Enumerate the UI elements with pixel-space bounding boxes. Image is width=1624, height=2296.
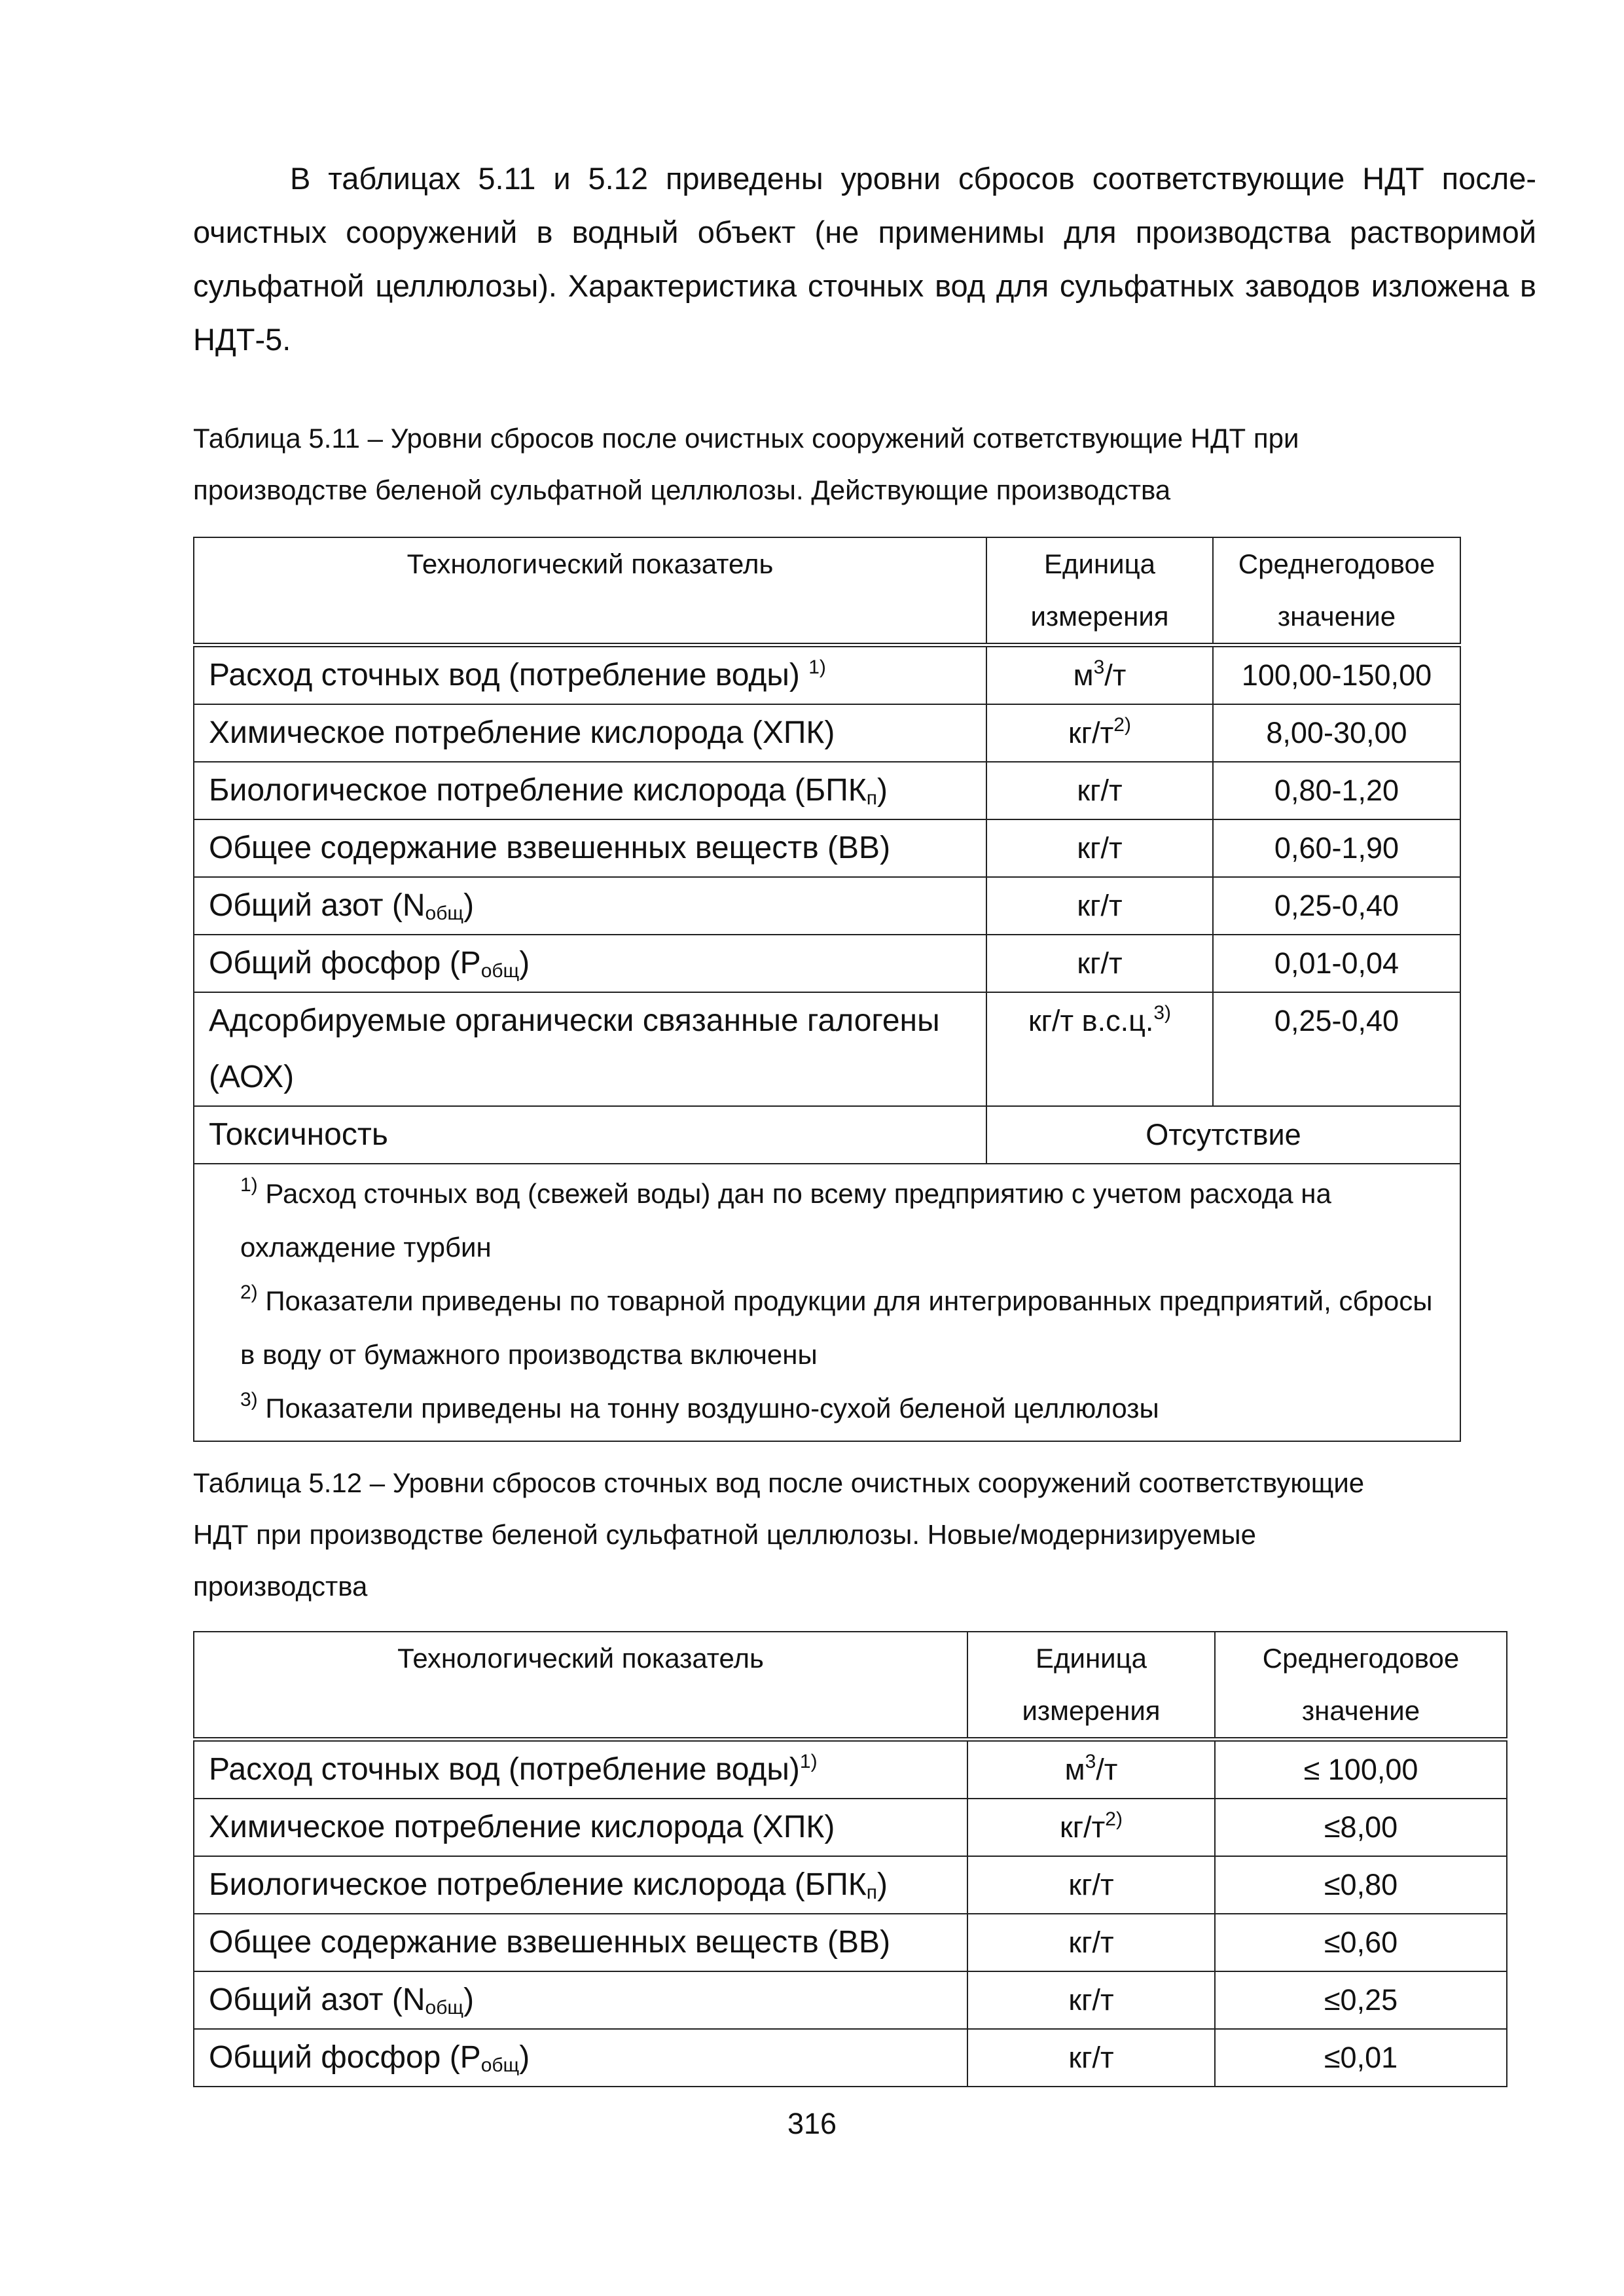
table2-row-row [194,1914,1507,1971]
table1-caption-line1: Таблица 5.11 – Уровни сбросов после очистных сооружений сответствующие НДТ при [193,423,1299,454]
page-number: 316 [787,2107,837,2140]
unit-cell [986,992,1213,1106]
table1-footnotes [194,1164,1460,1441]
unit-text: кг/т в.с.ц. [1028,1004,1154,1037]
table2-header-unit: Единица измерения [967,1632,1215,1740]
indicator-name: Общий фосфор (Р [209,946,481,980]
unit-superscript: 3 [1093,656,1105,678]
footnote [240,1167,1440,1274]
indicator-subscript: общ [480,960,520,982]
unit-text: кг/т [1068,1983,1114,2017]
value-cell: ≤0,25 [1215,1971,1507,2029]
value-cell: ≤ 100,00 [1215,1740,1507,1799]
indicator-name: Расход сточных вод (потребление воды) [209,658,800,692]
indicator-name: Биологическое потребление кислорода (БПК [209,773,867,808]
unit-text: м [1064,1753,1085,1786]
unit-cell [967,1799,1215,1856]
value-cell: ≤0,01 [1215,2029,1507,2087]
value-cell: 0,01-0,04 [1213,935,1460,992]
value-cell: ≤8,00 [1215,1799,1507,1856]
table1-header-indicator: Технологический показатель [194,537,986,645]
value-cell: ≤0,80 [1215,1856,1507,1914]
toxicity-value: Отсутствие [986,1106,1460,1164]
unit-cell [986,645,1213,705]
footnote [240,1382,1440,1435]
table2-row-row [194,2029,1507,2087]
indicator-name: Общий азот (N [209,888,425,923]
indicator-cell [194,1856,967,1914]
indicator-name: Общий фосфор (Р [209,2040,481,2075]
footnote-mark: 1) [799,1751,818,1772]
unit-superscript: 2) [1113,714,1131,736]
table1-notes-row [194,1164,1460,1441]
table1-caption-line2: производстве беленой сульфатной целлюлозы. Действующие производства [193,475,1171,505]
table2-caption-line3: производства [193,1571,368,1602]
indicator-tail: ) [463,1982,475,2017]
footnote [240,1274,1440,1382]
unit-text: кг/т [1060,1810,1106,1844]
table2-header-value: Среднегодовое значение [1215,1632,1507,1740]
value-cell: 0,25-0,40 [1213,992,1460,1106]
table2-row-row [194,1799,1507,1856]
table1-caption [193,412,1502,516]
indicator-name: Расход сточных вод (потребление воды) [209,1752,800,1787]
unit-text: кг/т [1077,946,1123,980]
unit-text: кг/т [1068,2041,1114,2074]
indicator-tail: ) [876,773,888,808]
indicator-cell [194,1971,967,2029]
table1-row-row [194,704,1460,762]
unit-superscript: 3) [1153,1002,1172,1024]
unit-text: кг/т [1077,831,1123,865]
unit-tail: /т [1104,658,1127,692]
unit-tail: /т [1096,1753,1118,1786]
indicator-cell [194,645,986,705]
indicator-cell [194,819,986,877]
indicator-cell [194,992,986,1106]
value-cell: 8,00-30,00 [1213,704,1460,762]
table2-caption-line1: Таблица 5.12 – Уровни сбросов сточных вод после очистных сооружений соответствующие [193,1467,1365,1498]
value-cell: 100,00-150,00 [1213,645,1460,705]
indicator-cell [194,2029,967,2087]
unit-cell [967,1740,1215,1799]
indicator-name: Химическое потребление кислорода (ХПК) [209,1810,835,1844]
footnote-text: Расход сточных вод (свежей воды) дан по всему предприятию с учетом расхода на охлаждение турбин [240,1178,1331,1263]
unit-cell [986,877,1213,935]
unit-cell [986,762,1213,819]
value-cell: 0,60-1,90 [1213,819,1460,877]
table1-toxicity-row [194,1106,1460,1164]
indicator-tail: ) [519,946,530,980]
table1-header-unit: Единица измерения [986,537,1213,645]
indicator-subscript: п [866,787,877,809]
indicator-subscript: общ [425,1997,464,2018]
indicator-name: Химическое потребление кислорода (ХПК) [209,715,835,750]
unit-cell [986,819,1213,877]
table1-header-value: Среднегодовое значение [1213,537,1460,645]
indicator-cell [194,1799,967,1856]
indicator-cell [194,704,986,762]
unit-cell [967,1914,1215,1971]
table2 [193,1631,1507,2087]
intro-paragraph [193,152,1536,367]
unit-cell [967,2029,1215,2087]
table2-row-row [194,1740,1507,1799]
unit-cell [967,1856,1215,1914]
table2-body [194,1740,1507,2087]
indicator-cell [194,1914,967,1971]
table1-body [194,645,1460,1107]
unit-superscript: 2) [1105,1808,1123,1830]
value-cell: ≤0,60 [1215,1914,1507,1971]
indicator-name: Общий азот (N [209,1982,425,2017]
unit-text: кг/т [1077,774,1123,807]
table1-row-row [194,877,1460,935]
footnote-mark: 1) [808,656,826,678]
table2-row-row [194,1856,1507,1914]
table1-row-row [194,645,1460,705]
footnote-mark: 3) [240,1389,258,1410]
unit-text: кг/т [1068,1926,1114,1959]
unit-cell [967,1971,1215,2029]
indicator-tail: ) [876,1867,888,1902]
table1-header-row [194,537,1460,645]
footnote-text: Показатели приведены на тонну воздушно-сухой беленой целлюлозы [265,1393,1159,1424]
indicator-name: Адсорбируемые органически связанные галогены (АОХ) [209,1003,940,1094]
table1-row-row [194,762,1460,819]
unit-cell [986,704,1213,762]
table1-row-row [194,935,1460,992]
indicator-cell [194,877,986,935]
indicator-name: Общее содержание взвешенных веществ (ВВ) [209,1925,891,1960]
value-cell: 0,80-1,20 [1213,762,1460,819]
value-cell: 0,25-0,40 [1213,877,1460,935]
indicator-subscript: общ [480,2054,520,2076]
unit-text: кг/т [1068,1868,1114,1901]
indicator-subscript: общ [425,903,464,924]
indicator-subscript: п [866,1882,877,1903]
unit-text: кг/т [1068,716,1114,749]
table1-row-row [194,992,1460,1106]
indicator-tail: ) [463,888,475,923]
toxicity-label: Токсичность [194,1106,986,1164]
unit-cell [986,935,1213,992]
footnote-text: Показатели приведены по товарной продукции для интегрированных предприятий, сбросы в воду от бумажного производства включены [240,1285,1433,1370]
indicator-name: Биологическое потребление кислорода (БПК [209,1867,867,1902]
footnote-mark: 2) [240,1282,258,1303]
table2-caption-line2: НДТ при производстве беленой сульфатной целлюлозы. Новые/модернизируемые [193,1519,1256,1550]
indicator-cell [194,935,986,992]
unit-text: кг/т [1077,889,1123,922]
indicator-cell [194,1740,967,1799]
unit-superscript: 3 [1085,1751,1096,1772]
table2-caption [193,1457,1522,1612]
indicator-tail: ) [519,2040,530,2075]
table1-row-row [194,819,1460,877]
indicator-name: Общее содержание взвешенных веществ (ВВ) [209,831,891,865]
unit-text: м [1073,658,1094,692]
table2-header-row [194,1632,1507,1740]
table2-header-indicator: Технологический показатель [194,1632,967,1740]
table1 [193,537,1461,1442]
footnote-mark: 1) [240,1174,258,1196]
intro-text: В таблицах 5.11 и 5.12 приведены уровни сбросов соответствующие НДТ после-очистных сооружений в водный объект (не применимы для производства растворимой сульфатной целлюлозы). Характеристика сточных вод для сульфатных заводов изложена в НДТ-5. [193,161,1536,357]
indicator-cell [194,762,986,819]
table2-row-row [194,1971,1507,2029]
